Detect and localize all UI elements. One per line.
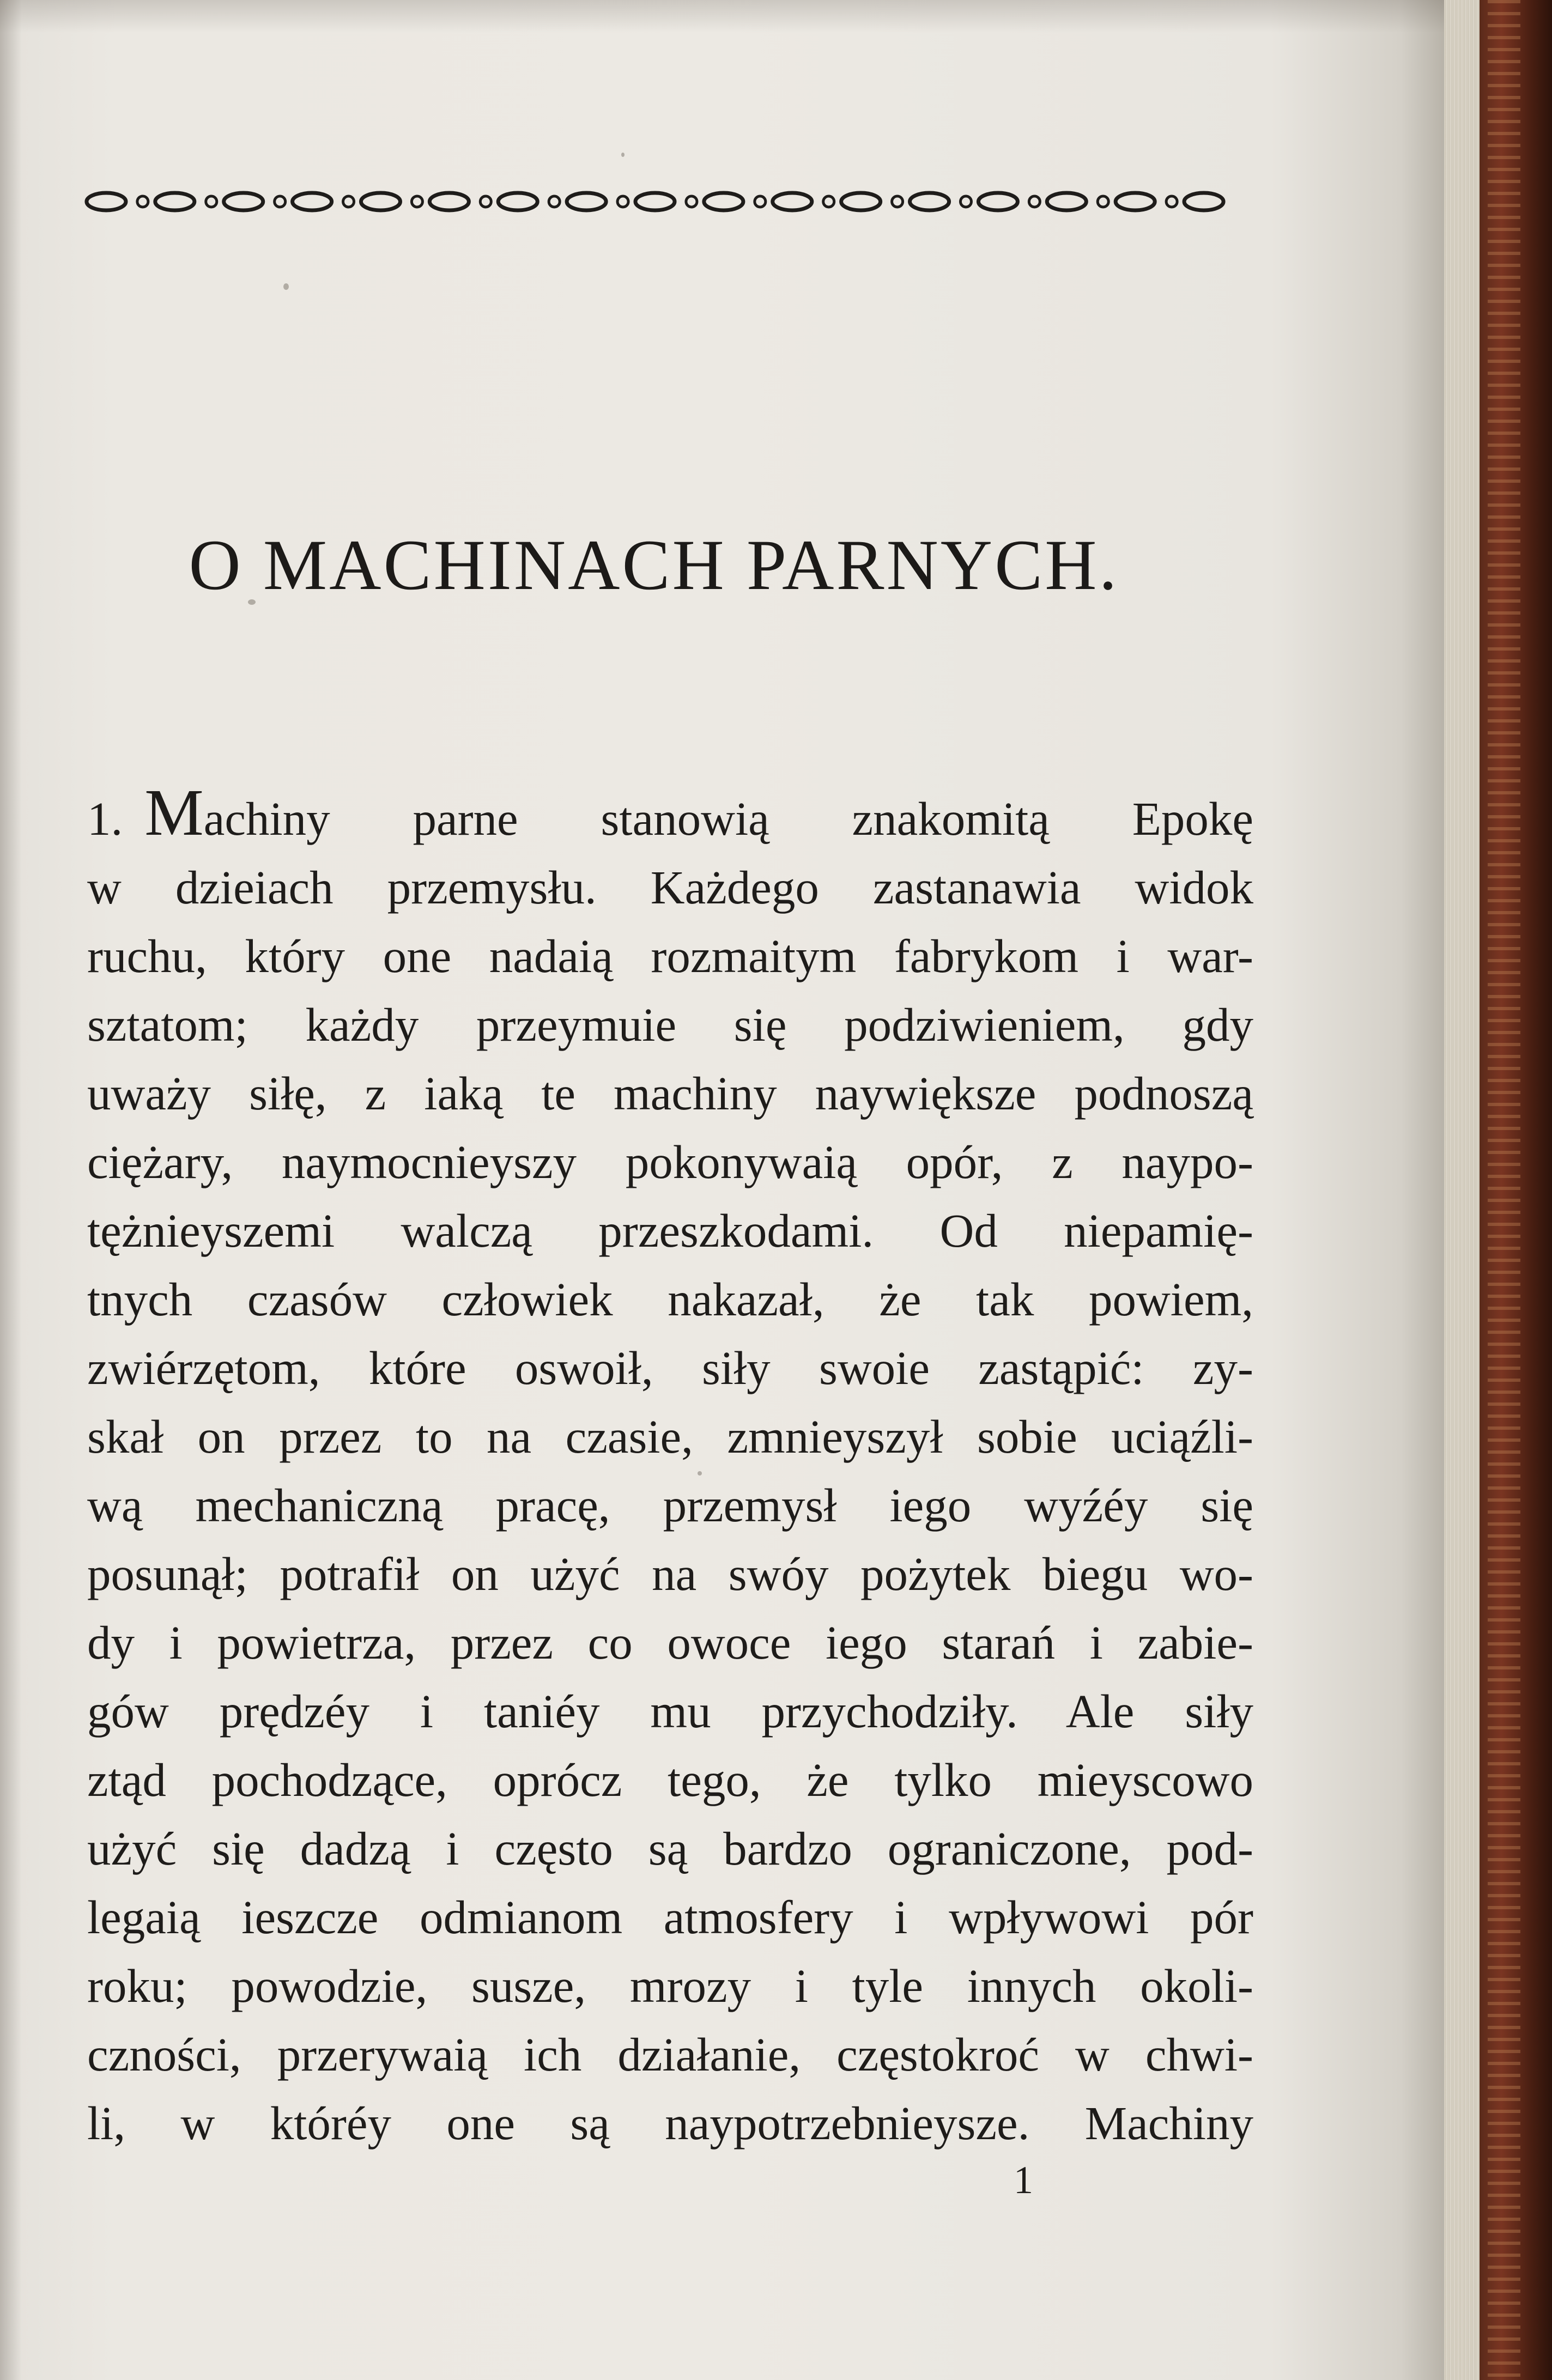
- ornament-link: [293, 193, 332, 210]
- ornament-bead: [617, 196, 628, 207]
- ornament-link: [910, 193, 949, 210]
- text-line: użyć się dadzą i często są bardzo ograniczone, pod-: [87, 1822, 1253, 1875]
- paper-speck: [248, 599, 256, 605]
- ornament-bead: [1098, 196, 1108, 207]
- ornament-link: [87, 193, 126, 210]
- first-line-text: achiny parne stanowią znakomitą Epokę: [203, 792, 1253, 845]
- ornament-bead: [892, 196, 903, 207]
- ornament-link: [978, 193, 1017, 210]
- text-line-last: li, w któréy one są naypotrzebnieysze. Machiny: [87, 2097, 1253, 2150]
- text-line: czności, przerywaią ich działanie, częstokroć w chwi-: [87, 2028, 1253, 2081]
- text-line: w dzieiach przemysłu. Każdego zastanawia widok: [87, 861, 1253, 914]
- ornament-bead: [1166, 196, 1177, 207]
- ornament-bead: [137, 196, 148, 207]
- ornament-link: [498, 193, 537, 210]
- text-line: sztatom; każdy przeymuie się podziwieniem, gdy: [87, 998, 1253, 1051]
- ornament-bead: [960, 196, 971, 207]
- page-top-shadow: [0, 0, 1444, 33]
- text-line: ruchu, który one nadaią rozmaitym fabrykom i war-: [87, 930, 1253, 982]
- ornament-link: [635, 193, 675, 210]
- ornament-link: [773, 193, 812, 210]
- text-line: legaią ieszcze odmianom atmosfery i wpływowi pór: [87, 1891, 1253, 1944]
- ornament-bead: [755, 196, 766, 207]
- ornament-bead: [480, 196, 491, 207]
- text-line: posunął; potrafił on użyć na swóy pożytek biegu wo-: [87, 1547, 1253, 1600]
- printer-signature-mark: 1: [1014, 2158, 1033, 2202]
- ornament-link: [429, 193, 469, 210]
- ornament-link: [567, 193, 606, 210]
- ornament-link: [1184, 193, 1223, 210]
- ornament-link: [1047, 193, 1086, 210]
- cover-tooling-pattern: [1488, 0, 1520, 2380]
- ornament-link: [1116, 193, 1155, 210]
- ornament-link: [361, 193, 400, 210]
- text-line: zwiérzętom, które oswoił, siły swoie zastąpić: zy-: [87, 1341, 1253, 1394]
- decorative-header-ornament: [82, 180, 1248, 223]
- ornament-bead: [343, 196, 354, 207]
- initial-letter: M: [144, 776, 204, 849]
- ornament-link: [155, 193, 195, 210]
- text-line-first: [87, 776, 1253, 853]
- ornament-bead: [549, 196, 560, 207]
- ornament-link: [224, 193, 263, 210]
- ornament-bead: [686, 196, 697, 207]
- paragraph-number: 1.: [87, 792, 123, 845]
- text-line: gów prędzéy i taniéy mu przychodziły. Ale siły: [87, 1685, 1253, 1738]
- paper-speck: [621, 153, 625, 157]
- ornament-link: [841, 193, 881, 210]
- ornament-bead: [1029, 196, 1040, 207]
- text-line: roku; powodzie, susze, mrozy i tyle innych okoli-: [87, 1959, 1253, 2012]
- paper-speck: [698, 1471, 702, 1476]
- text-line: skał on przez to na czasie, zmnieyszył sobie uciąźli-: [87, 1410, 1253, 1463]
- ornament-bead: [823, 196, 834, 207]
- text-line: ztąd pochodzące, oprócz tego, że tylko mieyscowo: [87, 1753, 1253, 1806]
- ornament-link: [704, 193, 743, 210]
- text-line: tężnieyszemi walczą przeszkodami. Od niepamię-: [87, 1204, 1253, 1257]
- ornament-bead: [275, 196, 286, 207]
- ornament-bead: [411, 196, 422, 207]
- chapter-title: O MACHINACH PARNYCH.: [189, 525, 1119, 605]
- text-line: ciężary, naymocnieyszy pokonywaią opór, z naypo-: [87, 1136, 1253, 1188]
- text-line: dy i powietrza, przez co owoce iego starań i zabie-: [87, 1616, 1253, 1669]
- body-text: [87, 776, 1253, 2158]
- ornament-bead: [206, 196, 217, 207]
- paper-speck: [283, 283, 289, 290]
- text-line: uważy siłę, z iaką te machiny naywiększe podnoszą: [87, 1067, 1253, 1120]
- text-line: wą mechaniczną pracę, przemysł iego wyźéy się: [87, 1479, 1253, 1532]
- text-line: tnych czasów człowiek nakazał, że tak powiem,: [87, 1273, 1253, 1326]
- page-gutter-shadow: [0, 0, 22, 2380]
